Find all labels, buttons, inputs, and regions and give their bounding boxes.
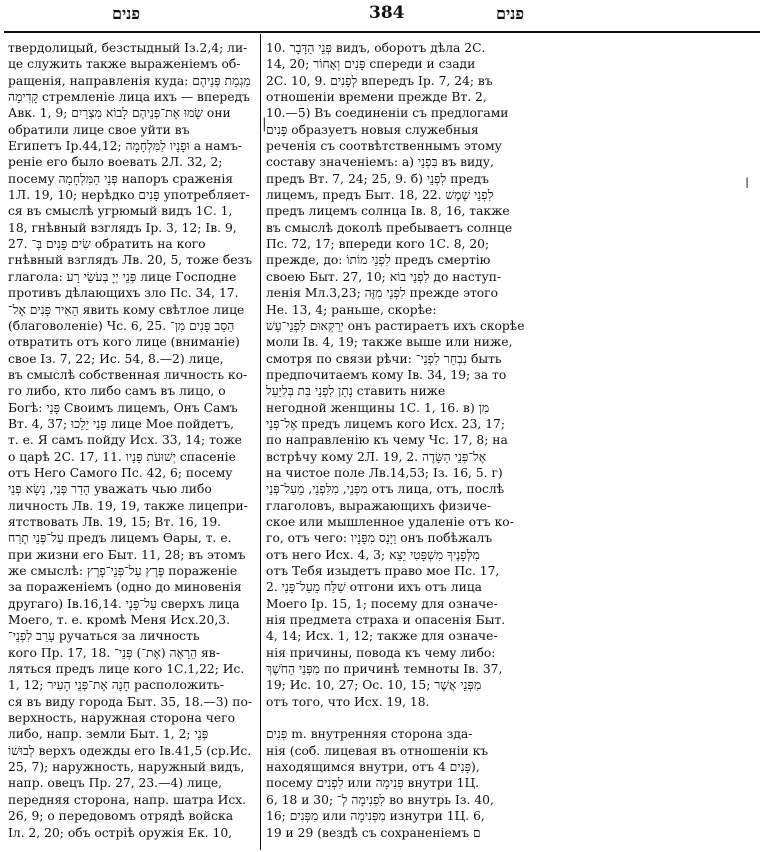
text-line: предпочитаемъ кому Ів. 34, 19; за то — [266, 367, 507, 382]
text-line: ляться предъ лице кого 1С.1,22; Ис. — [8, 662, 245, 677]
text-line: מִפְּנֵי, מִלִּפְנֵי, מֵעַל־פְּנֵי отъ лица, отъ, послѣ — [266, 482, 505, 497]
text-line: гнѣвный взглядъ Лв. 20, 5, тоже безъ — [8, 253, 253, 268]
text-line: ращенія, направленія куда: מַגְמַת פְּנֵיהֶם — [8, 73, 251, 88]
text-line: посему פְּנֵי הַמִּלְחָמָה напоръ сраженія — [8, 171, 234, 186]
text-line: Моего, т. е. кромѣ Меня Исх.20,3. — [8, 613, 230, 628]
text-line: Не. 13, 4; раньше, скорѣе: — [266, 302, 437, 317]
text-line: реніе его было воевать 2Л. 32, 2; — [8, 155, 223, 170]
text-line: 26, 9; о передовомъ отрядѣ войска — [8, 809, 234, 824]
text-line: другаго) Ів.16,14. עַל־פָּנָי сверхъ лица — [8, 596, 240, 611]
text-line: פְּנִים m. внутренняя сторона зда- — [266, 727, 473, 742]
text-line: Моего Ір. 15, 1; посему для означе- — [266, 596, 498, 611]
text-line: 6, 18 и 30; לִפְנִימָה לְ־ во внутрь Із. 40, — [266, 792, 494, 807]
text-line: 2. שַׁלַּח מֵעַל־פָּנַי отгони ихъ отъ лица — [266, 580, 482, 595]
text-line: предъ лицемъ солнца Ів. 8, 16, также — [266, 204, 510, 219]
text-line: 14, 20; פָּנִים וְאָחוֹר спереди и сзади — [266, 57, 476, 72]
text-line: по направленію къ чему Чс. 17, 8; на — [266, 433, 508, 448]
text-line: негодной женщины 1С. 1, 16. в) מִן — [266, 400, 490, 415]
text-line: Вт. 4, 37; פָּנַי יֵלֵכוּ лице Мое пойдетъ, — [8, 416, 235, 431]
text-line: верхность, наружная сторона чего — [8, 711, 236, 726]
text-line: הֵאִיר פָּנִים אֶל־ явить кому свѣтлое лице — [8, 302, 245, 317]
text-line: 19; Ис. 10, 27; Ос. 10, 15; מִפְּנֵי אֲשֶׁר — [266, 678, 482, 693]
text-line: го, отъ чего: וַיָּנָס מִפָּנָיו онъ побѣжалъ — [266, 531, 493, 546]
text-line: עָרַב לִפְנֵי־ ручаться за личность — [8, 629, 200, 644]
page-number: 384 — [369, 3, 405, 23]
text-line: 1, 12; חָנָה אֶת־פְּנֵי הָעִיר расположить- — [8, 678, 225, 693]
margin-pencil-mark: ǀ — [745, 176, 750, 192]
text-line: отъ него Исх. 4, 3; מִלְּפָנֶיךָ מִשְׁפָּטִי יֵצֵא — [266, 547, 480, 562]
text-line: передняя сторона, напр. шатра Исх. — [8, 792, 247, 807]
text-line: отвратить отъ кого лице (вниманіе) — [8, 335, 240, 350]
text-line: (благоволеніе) Чс. 6, 25. הֵסֵב פָּנִים מִן־ — [8, 318, 235, 333]
text-line: глаголовъ, выражающихъ физиче- — [266, 498, 492, 513]
text-line: ся въ виду города Быт. 35, 18.—3) по- — [8, 694, 253, 709]
text-line: נָתַן לִפְנֵי בַּת בְּלִיַּעַל ставить ниже — [266, 384, 446, 399]
text-line: отъ того, что Исх. 19, 18. — [266, 694, 430, 709]
text-line: т. е. Я самъ пойду Исх. 33, 14; тоже — [8, 433, 242, 448]
text-line: составу значеніемъ: а) בִּפְנֵי въ виду, — [266, 155, 494, 170]
text-line: Пс. 72, 17; впереди кого 1С. 8, 20; — [266, 237, 490, 252]
text-line: 4, 14; Исх. 1, 12; также для означе- — [266, 629, 498, 644]
text-line: מִפְּנֵי הַחֹשֶׁךְ по причинѣ темноты Ів. 37, — [266, 662, 503, 677]
column-divider — [260, 34, 261, 850]
text-line: либо, напр. земли Быт. 1, 2; פְּנֵי — [8, 727, 209, 742]
text-line: Богѣ: פָּנַי Своимъ лицемъ, Онъ Самъ — [8, 400, 238, 415]
text-line: 10. פְּנֵי הַדָּבָר видъ, оборотъ дѣла 2С. — [266, 41, 486, 55]
right-column — [266, 40, 528, 841]
text-line: отъ Него Самого Пс. 42, 6; посему — [8, 465, 233, 480]
text-line: 10.—5) Въ соединеніи съ предлогами — [266, 106, 509, 121]
text-line: напр. овецъ Пр. 27, 23.—4) лице, — [8, 776, 223, 791]
text-line: личность Лв. 19, 19, также лицепри- — [8, 498, 248, 513]
page-header — [0, 0, 768, 34]
text-line: 18, гнѣвный взглядъ Ір. 3, 12; Ів. 9, — [8, 220, 237, 235]
text-line: обратили лице свое уйти въ — [8, 122, 190, 137]
text-line: нія предмета страха и опасенія Быт. — [266, 613, 506, 628]
text-line: 1Л. 19, 10; нерѣдко פָּנִים употребляет- — [8, 188, 250, 203]
text-line: לְבוּשׁוֹ верхъ одежды его Ів.41,5 (ср.Ис. — [8, 743, 252, 758]
left-column — [8, 40, 254, 841]
text-line: יְרַקְּאוּם לִפְנֵי־עָשׁ онъ растираетъ ихъ скорѣе — [266, 318, 525, 333]
text-line: кого Пр. 17, 18. הֵרָאֶה (אֶת־) פְּנֵי־ яв- — [8, 645, 220, 660]
text-line: 2С. 10, 9. לְפָנִים впередъ Ір. 7, 24; въ — [266, 73, 493, 88]
text-line: прежде, до: לִפְנֵי מוֹתוֹ предъ смертію — [266, 253, 491, 268]
text-line: Іл. 2, 20; объ остріѣ оружія Ек. 10, — [8, 825, 233, 840]
text-line: нія (соб. лицевая въ отношеніи къ — [266, 743, 489, 758]
text-line: реченія съ соотвѣтственнымъ этому — [266, 139, 502, 154]
text-line: ленія Мл.3,23; לִפְנֵי מִזֶּה прежде этого — [266, 286, 499, 301]
header-rule — [4, 31, 760, 33]
margin-bracket-mark: | — [262, 116, 267, 132]
text-line: 25, 7); наружность, наружный видъ, — [8, 760, 245, 775]
text-line: ся въ смыслѣ угрюмый видъ 1С. 1, — [8, 204, 233, 219]
left-running-headword: פנים — [112, 4, 141, 23]
text-line: הָדַר פְּנֵי, נָשָׂא פְּנֵי уважать чью либо — [8, 482, 212, 497]
text-line: предъ Вт. 7, 24; 25, 9. б) לִפְנֵי предъ — [266, 171, 489, 186]
text-line: це служить также выраженіемъ об- — [8, 57, 241, 72]
text-line: твердолицый, безстыдный Із.2,4; ли- — [8, 41, 248, 55]
text-line: противъ дѣлающихъ зло Пс. 34, 17. — [8, 286, 239, 301]
text-line: свое Із. 7, 22; Ис. 54, 8.—2) лице, — [8, 351, 224, 366]
text-line: находящимся внутри, отъ פָּנִים 4), — [266, 760, 480, 775]
text-line: 27. שִׂים פָּנִים בְּ־ обратить на кого — [8, 237, 206, 252]
text-line: на чистое поле Лв.14,53; Із. 16, 5. г) — [266, 465, 503, 480]
right-running-headword: פנים — [496, 4, 525, 23]
text-line: отъ Тебя изыдетъ право мое Пс. 17, — [266, 564, 500, 578]
text-line: за пораженіемъ (одно до миновенія — [8, 580, 242, 595]
text-line: моли Ів. 4, 19; также выше или ниже, — [266, 335, 513, 350]
text-line: קָדִימָה стремленіе лица ихъ — впередъ — [8, 90, 250, 105]
text-line: 19 и 29 (вездѣ съ сохраненіемъ ם — [266, 825, 481, 840]
entry-gap — [266, 710, 528, 726]
text-line: אֶל־פְּנֵי предъ лицемъ кого Исх. 23, 17; — [266, 416, 506, 431]
text-line: же смыслѣ: פֶּרֶץ עַל־פְּנֵי־פָרֶץ пораженіе — [8, 564, 238, 578]
text-line: глагола: פְּנֵי יְיָ בְּעֹשֵׂי רָע лице Господне — [8, 269, 237, 284]
text-line: го либо, кто либо самъ въ лицо, о — [8, 384, 226, 399]
text-line: посему לִפְנִים или פְּנִימָה внутри 1Ц. — [266, 776, 480, 791]
text-line: פָּנִים образуетъ новыя служебныя — [266, 122, 479, 137]
text-line: Египетъ Ір.44,12; וּפָנָיו לַמִּלְחָמָה а намъ- — [8, 139, 243, 154]
text-line: Авк. 1, 9; שָׂמוּ אֶת־פְּנֵיהֶם לָבוֹא מִצְרַיִם они — [8, 106, 231, 121]
text-line: עַל־פְּנֵי תֶרַח предъ лицемъ Ѳары, т. е. — [8, 531, 232, 546]
text-line: смотря по связи рѣчи: נִבְחַר לִפְנֵי־ быть — [266, 351, 502, 366]
text-line: лицемъ, предъ Быт. 18, 22. לִפְנֵי שֶׁמֶשׁ — [266, 188, 494, 203]
text-line: ятствовать Лв. 19, 15; Вт. 16, 19. — [8, 514, 222, 529]
text-line: о царѣ 2С. 17, 11. יְשׁוּעֹת פָּנָיו спасеніе — [8, 449, 236, 464]
text-line: своею Быт. 27, 10; לִפְנֵי בוֹא до наступ- — [266, 269, 502, 284]
text-line: въ смыслѣ доколѣ пребываетъ солнце — [266, 220, 513, 235]
text-line: нія причины, повода къ чему либо: — [266, 645, 496, 660]
text-line: при жизни его Быт. 11, 28; въ этомъ — [8, 547, 246, 562]
text-line: въ смыслѣ собственная личность ко- — [8, 367, 248, 382]
text-line: отношеніи времени прежде Вт. 2, — [266, 90, 487, 105]
text-line: ское или мышленное удаленіе отъ ко- — [266, 514, 514, 529]
text-line: встрѣчу кому 2Л. 19, 2. אֶל־פְּנֵי הַשָּׂדֶה — [266, 449, 487, 464]
text-line: 16; מִפְּנִים или מִפְּנִימָה изнутри 1Ц. 6, — [266, 809, 485, 824]
